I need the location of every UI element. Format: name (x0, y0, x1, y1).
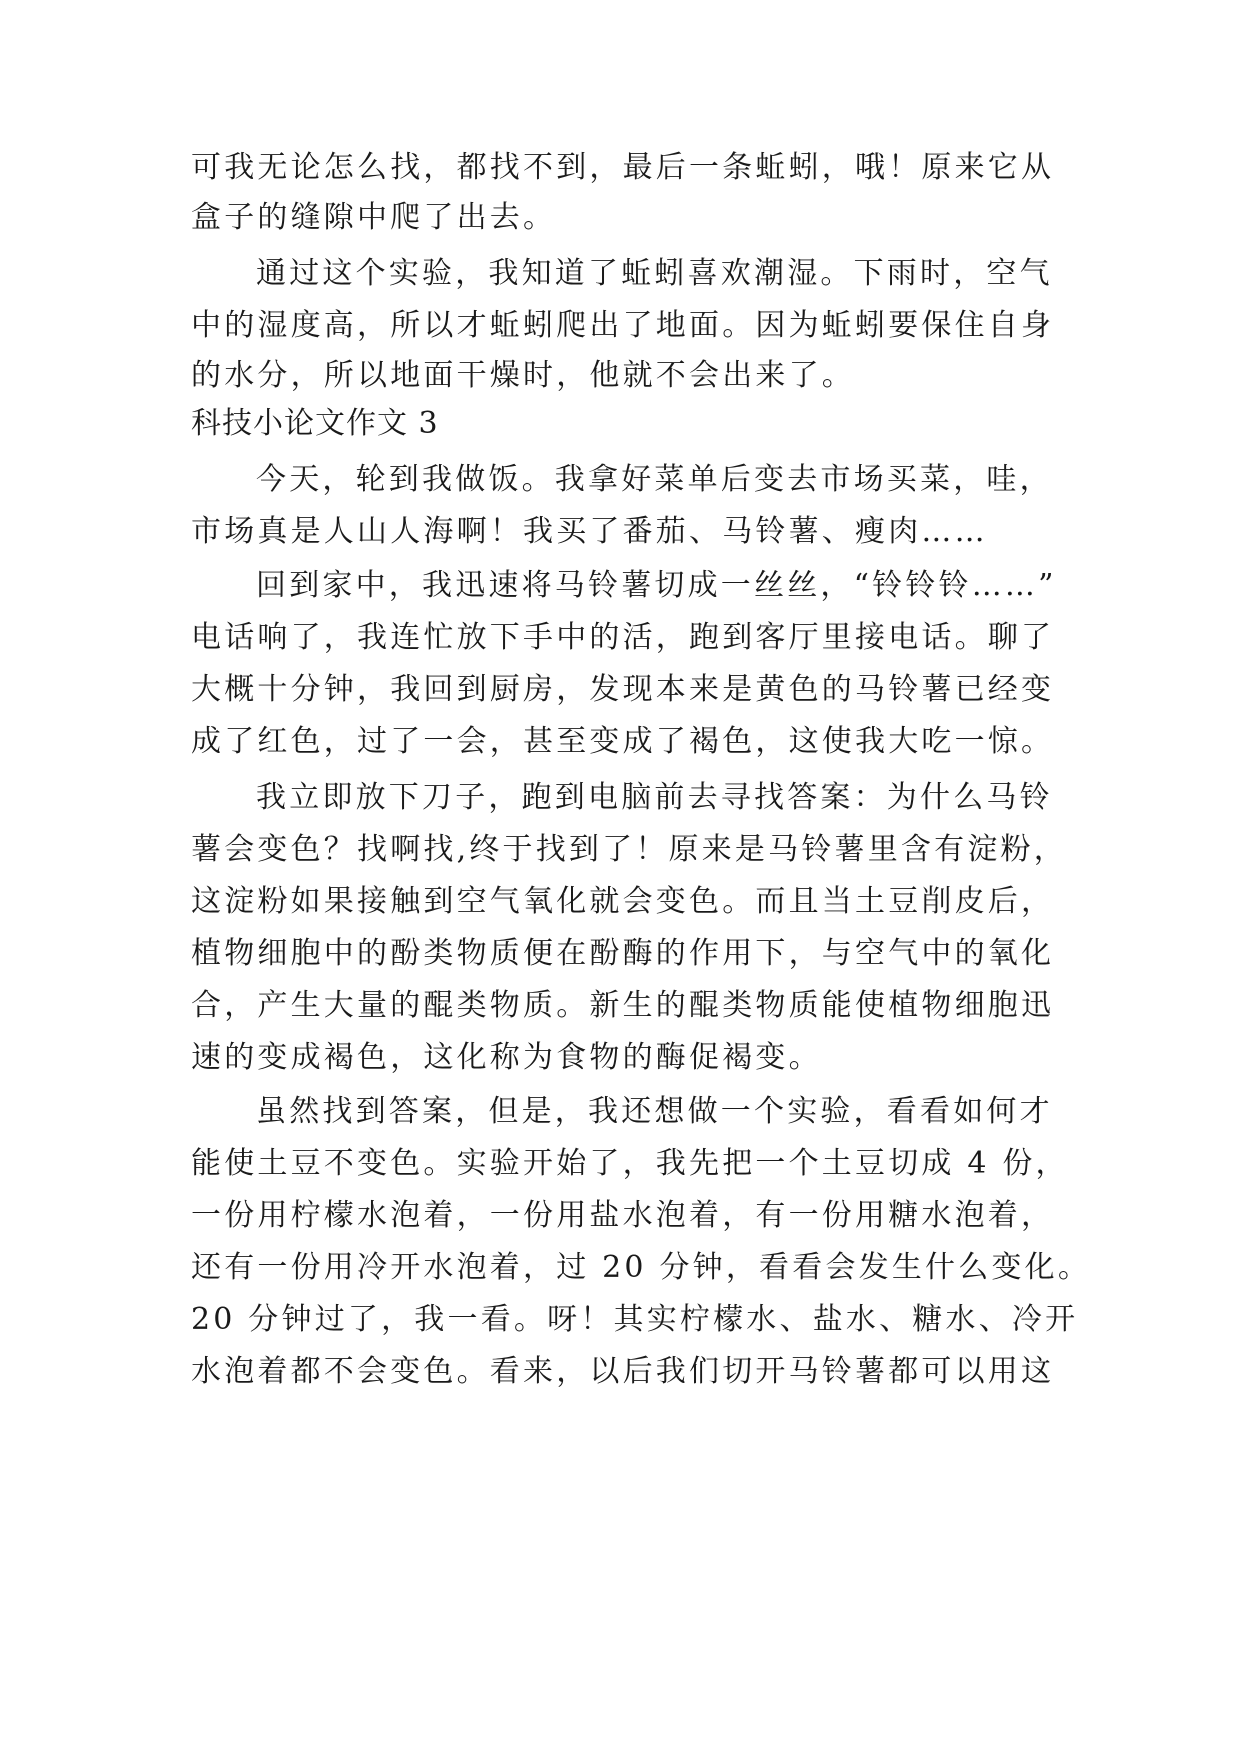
text-line: 一份用柠檬水泡着，一份用盐水泡着，有一份用糖水泡着， (191, 1198, 1055, 1233)
text-line: 速的变成褐色，这化称为食物的酶促褐变。 (191, 1040, 822, 1075)
text-line: 20 分钟过了，我一看。呀！其实柠檬水、盐水、糖水、冷开 (191, 1302, 1079, 1337)
text-line: 植物细胞中的酚类物质便在酚酶的作用下，与空气中的氧化 (191, 936, 1055, 971)
text-line: 回到家中，我迅速将马铃薯切成一丝丝，“铃铃铃……” (256, 568, 1057, 603)
text-line: 还有一份用冷开水泡着，过 20 分钟，看看会发生什么变化。 (191, 1250, 1092, 1285)
text-line: 中的湿度高，所以才蚯蚓爬出了地面。因为蚯蚓要保住自身 (191, 308, 1055, 343)
text-line: 市场真是人山人海啊！我买了番茄、马铃薯、瘦肉…… (191, 514, 988, 549)
text-line: 大概十分钟，我回到厨房，发现本来是黄色的马铃薯已经变 (191, 672, 1055, 707)
text-line: 我立即放下刀子，跑到电脑前去寻找答案：为什么马铃 (256, 780, 1053, 815)
text-line: 薯会变色？找啊找,终于找到了！原来是马铃薯里含有淀粉， (191, 832, 1067, 867)
text-line: 可我无论怎么找，都找不到，最后一条蚯蚓，哦！原来它从 (191, 150, 1055, 185)
text-line: 合，产生大量的醌类物质。新生的醌类物质能使植物细胞迅 (191, 988, 1055, 1023)
text-line: 水泡着都不会变色。看来，以后我们切开马铃薯都可以用这 (191, 1354, 1055, 1389)
text-line: 的水分，所以地面干燥时，他就不会出来了。 (191, 358, 855, 393)
text-line: 虽然找到答案，但是，我还想做一个实验，看看如何才 (256, 1094, 1053, 1129)
text-line: 成了红色，过了一会，甚至变成了褐色，这使我大吃一惊。 (191, 724, 1055, 759)
text-line: 电话响了，我连忙放下手中的活，跑到客厅里接电话。聊了 (191, 620, 1055, 655)
section-heading: 科技小论文作文 3 (191, 406, 439, 441)
text-line: 通过这个实验，我知道了蚯蚓喜欢潮湿。下雨时，空气 (256, 256, 1053, 291)
text-line: 能使土豆不变色。实验开始了，我先把一个土豆切成 4 份， (191, 1146, 1069, 1181)
text-line: 今天，轮到我做饭。我拿好菜单后变去市场买菜，哇， (256, 462, 1053, 497)
text-line: 这淀粉如果接触到空气氧化就会变色。而且当土豆削皮后， (191, 884, 1055, 919)
text-line: 盒子的缝隙中爬了出去。 (191, 200, 557, 235)
